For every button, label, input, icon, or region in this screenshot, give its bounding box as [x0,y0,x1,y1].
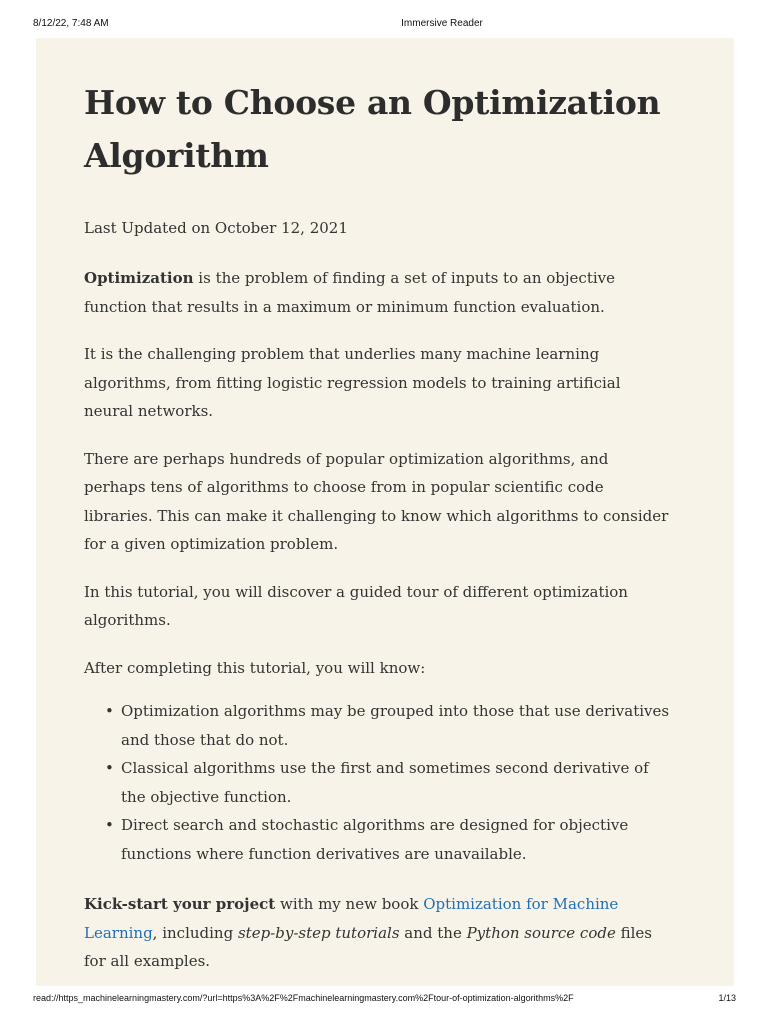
last-updated: Last Updated on October 12, 2021 [84,219,348,237]
book-promo [84,890,674,976]
print-header [0,18,768,32]
page-number: 1/13 [718,993,736,1003]
list-item-text: Optimization algorithms may be grouped into those that use derivatives and those that do not. [121,702,670,749]
list-item [105,697,674,754]
page-url: read://https_machinelearningmastery.com/?url=https%3A%2F%2Fmachinelearningmastery.com%2Ftour-of-optimization-algorithms%2F [33,993,574,1003]
promo-emphasis-tutorials: step-by-step tutorials [237,923,400,942]
paragraph-you-will-know: After completing this tutorial, you will know: [84,658,426,677]
list-item-text: Direct search and stochastic algorithms are designed for objective functions where function derivatives are unavailable. [121,816,629,863]
bullet-marker: • [105,702,114,720]
immersive-reader-panel [36,38,734,986]
paragraph-tutorial-intro: In this tutorial, you will discover a guided tour of different optimization algorithms. [84,582,628,629]
book-link[interactable]: Optimization for Machine Learning [84,895,619,942]
list-item [105,811,674,868]
list-item-text: Classical algorithms use the first and sometimes second derivative of the objective function. [121,759,649,806]
bullet-marker: • [105,816,114,834]
optimization-term: Optimization [84,269,194,287]
promo-text: and the [399,923,467,942]
learning-outcomes-list [84,697,674,868]
print-footer [0,993,768,1007]
paragraph-challenging-problem: It is the challenging problem that underlies many machine learning algorithms, from fitting logistic regression models to training artificial neural networks. [84,345,621,420]
article-title-line-1: How to Choose an Optimization [84,83,661,122]
promo-text: , including [152,923,238,942]
article-title [84,76,674,182]
promo-text: files for all examples. [84,923,652,970]
paragraph-optimization-definition [84,264,674,321]
promo-text: with my new book [275,895,424,913]
bullet-marker: • [105,759,114,777]
article-title-line-2: Algorithm [84,136,269,175]
print-date: 8/12/22, 7:48 AM [33,18,109,29]
article [84,76,674,976]
print-title: Immersive Reader [401,18,483,29]
promo-emphasis-source-code: Python source code [466,923,616,942]
paragraph-hundreds-of-algorithms: There are perhaps hundreds of popular optimization algorithms, and perhaps tens of algorithms to choose from in popular scientific code libraries. This can make it challenging to know which algorithms to consider for a given optimization problem. [84,449,669,553]
paragraph-optimization-text: is the problem of finding a set of inputs to an objective function that results in a maximum or minimum function evaluation. [84,269,615,316]
promo-kickstart: Kick-start your project [84,895,276,913]
list-item [105,754,674,811]
